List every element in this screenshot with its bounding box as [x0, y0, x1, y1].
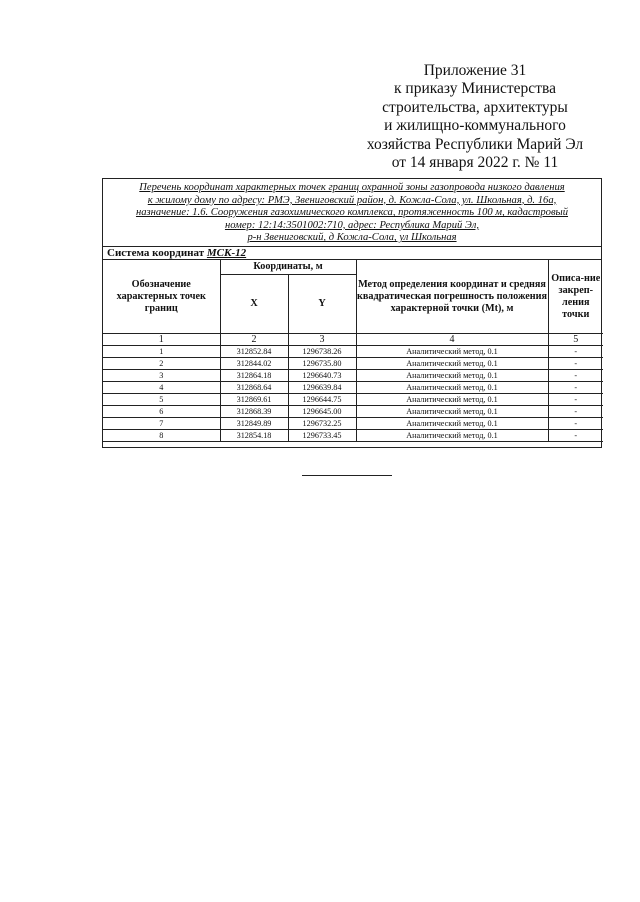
heading-line: номер: 12:14:3501002:710, адрес: Республика Марий Эл, [224, 219, 480, 231]
point-id-cell: 3 [103, 370, 220, 382]
point-id-cell: 4 [103, 382, 220, 394]
heading-line: Перечень координат характерных точек границ охранной зоны газопровода низкого давления [139, 182, 565, 193]
header-method: Метод определения координат и средняя квадратическая погрешность положения характерной точки (Mt), м [356, 260, 548, 334]
heading-line: назначение: 1.6. Сооружения газохимического комплекса, протяженность 100 м, кадастровый [135, 207, 569, 219]
x-coord-cell: 312869.61 [220, 394, 288, 406]
description-cell: - [548, 430, 603, 442]
table-row [103, 346, 603, 358]
y-coord-cell: 1296644.75 [288, 394, 356, 406]
header-y: Y [288, 275, 356, 334]
method-cell: Аналитический метод, 0.1 [356, 418, 548, 430]
point-id-cell: 2 [103, 358, 220, 370]
method-cell: Аналитический метод, 0.1 [356, 394, 548, 406]
description-cell: - [548, 418, 603, 430]
description-cell: - [548, 370, 603, 382]
appendix-line: Приложение 31 [423, 62, 527, 79]
table-row [103, 382, 603, 394]
y-coord-cell: 1296645.00 [288, 406, 356, 418]
column-number: 1 [103, 334, 220, 346]
x-coord-cell: 312844.02 [220, 358, 288, 370]
header-row [103, 260, 603, 275]
y-coord-cell: 1296733.45 [288, 430, 356, 442]
table-row [103, 370, 603, 382]
appendix-line: и жилищно-коммунального [384, 117, 566, 135]
column-number: 5 [548, 334, 603, 346]
point-id-cell: 1 [103, 346, 220, 358]
heading-line: к жилому дому по адресу: РМЭ, Звениговский район, д. Кожла-Сола, ул. Школьная, д. 16а, [147, 194, 557, 206]
header-desc: Описа-ние закреп-ления точки [548, 260, 603, 334]
coord-system-label: Система координат [107, 247, 205, 259]
description-cell: - [548, 346, 603, 358]
column-number: 3 [288, 334, 356, 346]
table-row [103, 406, 603, 418]
header-coords: Координаты, м [220, 260, 356, 275]
x-coord-cell: 312852.84 [220, 346, 288, 358]
column-number-row [103, 334, 603, 346]
description-cell: - [548, 358, 603, 370]
table-row [103, 394, 603, 406]
point-id-cell: 7 [103, 418, 220, 430]
method-cell: Аналитический метод, 0.1 [356, 346, 548, 358]
description-cell: - [548, 382, 603, 394]
y-coord-cell: 1296738.26 [288, 346, 356, 358]
point-id-cell: 8 [103, 430, 220, 442]
method-cell: Аналитический метод, 0.1 [356, 370, 548, 382]
description-cell: - [548, 406, 603, 418]
coord-system-row [103, 247, 601, 260]
coord-system-value: МСК-12 [206, 247, 247, 259]
column-number: 4 [356, 334, 548, 346]
coordinates-table [103, 260, 603, 442]
header-point: Обозначение характерных точек границ [103, 260, 220, 334]
coordinates-frame [102, 178, 602, 448]
column-number: 2 [220, 334, 288, 346]
x-coord-cell: 312868.39 [220, 406, 288, 418]
description-cell: - [548, 394, 603, 406]
x-coord-cell: 312864.18 [220, 370, 288, 382]
x-coord-cell: 312849.89 [220, 418, 288, 430]
y-coord-cell: 1296639.84 [288, 382, 356, 394]
x-coord-cell: 312854.18 [220, 430, 288, 442]
appendix-block [300, 62, 640, 172]
closing-rule [302, 475, 392, 476]
point-id-cell: 6 [103, 406, 220, 418]
method-cell: Аналитический метод, 0.1 [356, 406, 548, 418]
method-cell: Аналитический метод, 0.1 [356, 430, 548, 442]
appendix-line: к приказу Министерства [394, 80, 556, 98]
y-coord-cell: 1296732.25 [288, 418, 356, 430]
appendix-line: хозяйства Республики Марий Эл [366, 135, 584, 153]
table-row [103, 358, 603, 370]
x-coord-cell: 312868.64 [220, 382, 288, 394]
table-row [103, 418, 603, 430]
y-coord-cell: 1296640.73 [288, 370, 356, 382]
appendix-line: от 14 января 2022 г. № 11 [391, 154, 559, 172]
y-coord-cell: 1296735.80 [288, 358, 356, 370]
table-row [103, 430, 603, 442]
point-id-cell: 5 [103, 394, 220, 406]
method-cell: Аналитический метод, 0.1 [356, 358, 548, 370]
method-cell: Аналитический метод, 0.1 [356, 382, 548, 394]
header-x: X [220, 275, 288, 334]
appendix-line: строительства, архитектуры [382, 98, 568, 116]
table-heading [103, 179, 601, 247]
heading-line: р-н Звениговский, д Кожла-Сола, ул Школьная [247, 232, 457, 244]
